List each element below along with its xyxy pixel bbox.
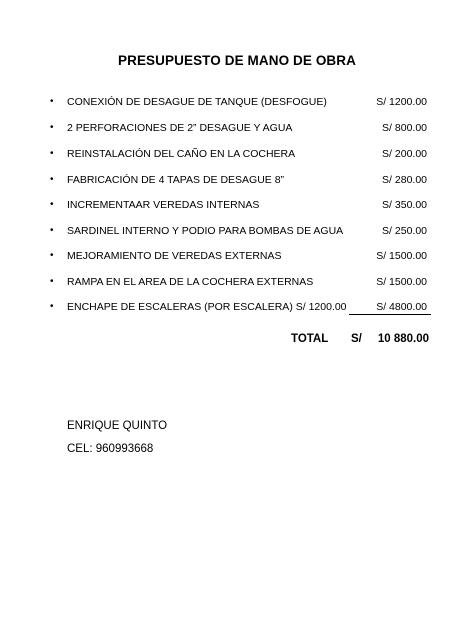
budget-item [0,120,474,136]
item-description: SARDINEL INTERNO Y PODIO PARA BOMBAS DE AGUA [67,225,344,237]
item-amount: S/ 1200.00 [376,96,427,108]
bullet-icon: • [50,148,54,159]
budget-item [0,172,474,188]
item-amount: S/ 1500.00 [376,250,427,262]
bullet-icon: • [50,250,54,261]
bullet-icon: • [50,96,54,107]
item-amount: S/ 1500.00 [376,276,427,288]
bullet-icon: • [50,225,54,236]
item-description: RAMPA EN EL AREA DE LA COCHERA EXTERNAS [67,276,314,288]
budget-item [0,94,474,110]
item-description: INCREMENTAAR VEREDAS INTERNAS [67,199,260,211]
budget-item [0,197,474,213]
item-amount: S/ 280.00 [382,174,427,186]
document-title: PRESUPUESTO DE MANO DE OBRA [118,53,356,68]
total-label: TOTAL [291,333,329,345]
budget-item [0,223,474,239]
budget-item [0,146,474,162]
total-value: 10 880.00 [377,333,429,345]
bullet-icon: • [50,174,54,185]
item-amount: S/ 200.00 [382,148,427,160]
item-description: MEJORAMIENTO DE VEREDAS EXTERNAS [67,250,282,262]
total-divider [349,314,431,315]
item-description: FABRICACIÓN DE 4 TAPAS DE DESAGUE 8” [67,174,285,186]
item-description: REINSTALACIÓN DEL CAÑO EN LA COCHERA [67,148,296,160]
item-amount: S/ 800.00 [382,122,427,134]
item-amount: S/ 250.00 [382,225,427,237]
item-amount: S/ 350.00 [382,199,427,211]
bullet-icon: • [50,276,54,287]
bullet-icon: • [50,301,54,312]
bullet-icon: • [50,122,54,133]
item-amount: S/ 4800.00 [376,301,427,313]
budget-item [0,274,474,290]
item-description: CONEXIÓN DE DESAGUE DE TANQUE (DESFOGUE) [67,96,327,108]
signature-name: ENRIQUE QUINTO [67,420,168,432]
item-description: ENCHAPE DE ESCALERAS (POR ESCALERA) S/ 1200.00 [67,301,347,313]
item-description: 2 PERFORACIONES DE 2” DESAGUE Y AGUA [67,122,293,134]
budget-item [0,248,474,264]
signature-phone: CEL: 960993668 [67,443,154,455]
total-currency: S/ [351,333,362,345]
bullet-icon: • [50,199,54,210]
total-row [0,330,474,348]
budget-item [0,299,474,315]
